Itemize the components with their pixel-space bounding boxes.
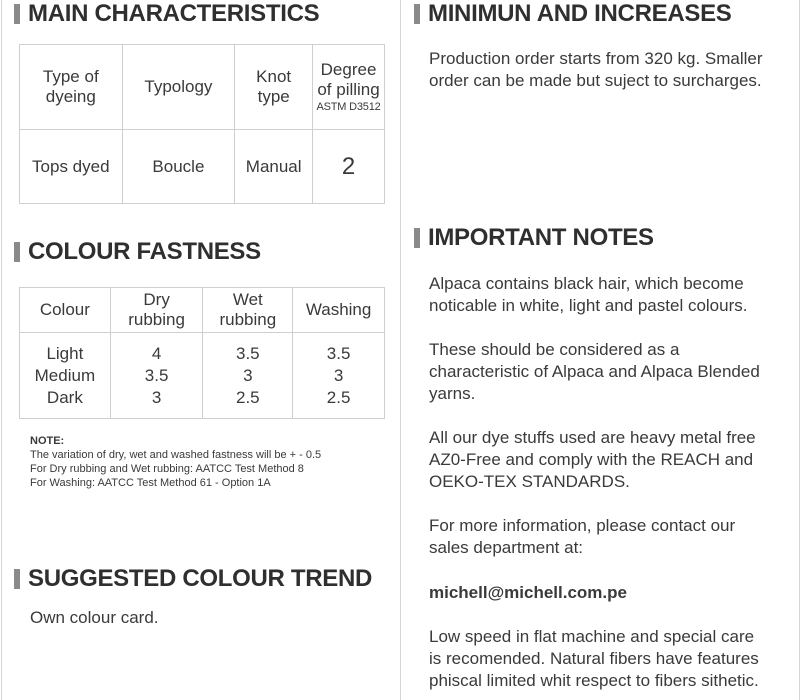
important-notes-heading: IMPORTANT NOTES <box>414 224 654 252</box>
notes-paragraph-4: For more information, please contact our sales department at: <box>429 516 736 557</box>
minimum-increases-text: Production order starts from 320 kg. Smaller order can be made but suject to surcharges. <box>429 49 763 90</box>
main-characteristics-table <box>19 44 385 204</box>
heading-bar-icon <box>14 569 20 589</box>
heading-bar-icon <box>14 242 20 262</box>
table-header-row <box>20 288 385 333</box>
value-knot-type: Manual <box>235 130 313 204</box>
fastness-note: NOTE: The variation of dry, wet and washed fastness will be + - 0.5 For Dry rubbing and Wet rubbing: AATCC Test Method 8 For Washing: AATCC Test Method 61 - Option 1A <box>30 435 322 489</box>
header-type-of-dyeing: Type of dyeing <box>20 45 123 130</box>
header-colour: Colour <box>20 288 111 333</box>
notes-paragraph-1: Alpaca contains black hair, which become noticable in white, light and pastel colours. <box>429 274 748 315</box>
header-typology: Typology <box>122 45 235 130</box>
table-row <box>20 130 385 204</box>
header-knot-type: Knot type <box>235 45 313 130</box>
wet-rubbing-column: 3.5 3 2.5 <box>203 333 293 419</box>
header-degree-of-pilling: Degree of pilling ASTM D3512 <box>313 45 385 130</box>
washing-column: 3.5 3 2.5 <box>293 333 385 419</box>
right-border <box>799 0 800 700</box>
left-border <box>1 0 2 700</box>
header-dry-rubbing: Dry rubbing <box>110 288 203 333</box>
table-row <box>20 333 385 419</box>
heading-bar-icon <box>14 4 20 24</box>
colour-column: Light Medium Dark <box>20 333 111 419</box>
dry-rubbing-column: 4 3.5 3 <box>110 333 203 419</box>
value-degree-of-pilling: 2 <box>313 130 385 204</box>
main-characteristics-heading: MAIN CHARACTERISTICS <box>14 0 319 28</box>
header-washing: Washing <box>293 288 385 333</box>
notes-paragraph-2: These should be considered as a characteristic of Alpaca and Alpaca Blended yarns. <box>429 340 760 403</box>
notes-paragraph-3: All our dye stuffs used are heavy metal free AZ0-Free and comply with the REACH and OEKO-TEX STANDARDS. <box>429 428 756 491</box>
colour-fastness-heading: COLOUR FASTNESS <box>14 238 261 266</box>
notes-paragraph-5: Low speed in flat machine and special care is recomended. Natural fibers have features phiscal limited whit respect to fibers sithetic. <box>429 627 759 690</box>
minimum-increases-heading: MINIMUN AND INCREASES <box>414 0 732 28</box>
table-header-row <box>20 45 385 130</box>
colour-fastness-table <box>19 287 385 419</box>
contact-email-link[interactable]: michell@michell.com.pe <box>429 583 627 602</box>
value-typology: Boucle <box>122 130 235 204</box>
heading-bar-icon <box>414 228 420 248</box>
value-type-of-dyeing: Tops dyed <box>20 130 123 204</box>
header-wet-rubbing: Wet rubbing <box>203 288 293 333</box>
suggested-colour-trend-heading: SUGGESTED COLOUR TREND <box>14 565 372 593</box>
center-divider <box>400 0 401 700</box>
heading-bar-icon <box>414 4 420 24</box>
suggested-colour-trend-text: Own colour card. <box>30 608 159 627</box>
